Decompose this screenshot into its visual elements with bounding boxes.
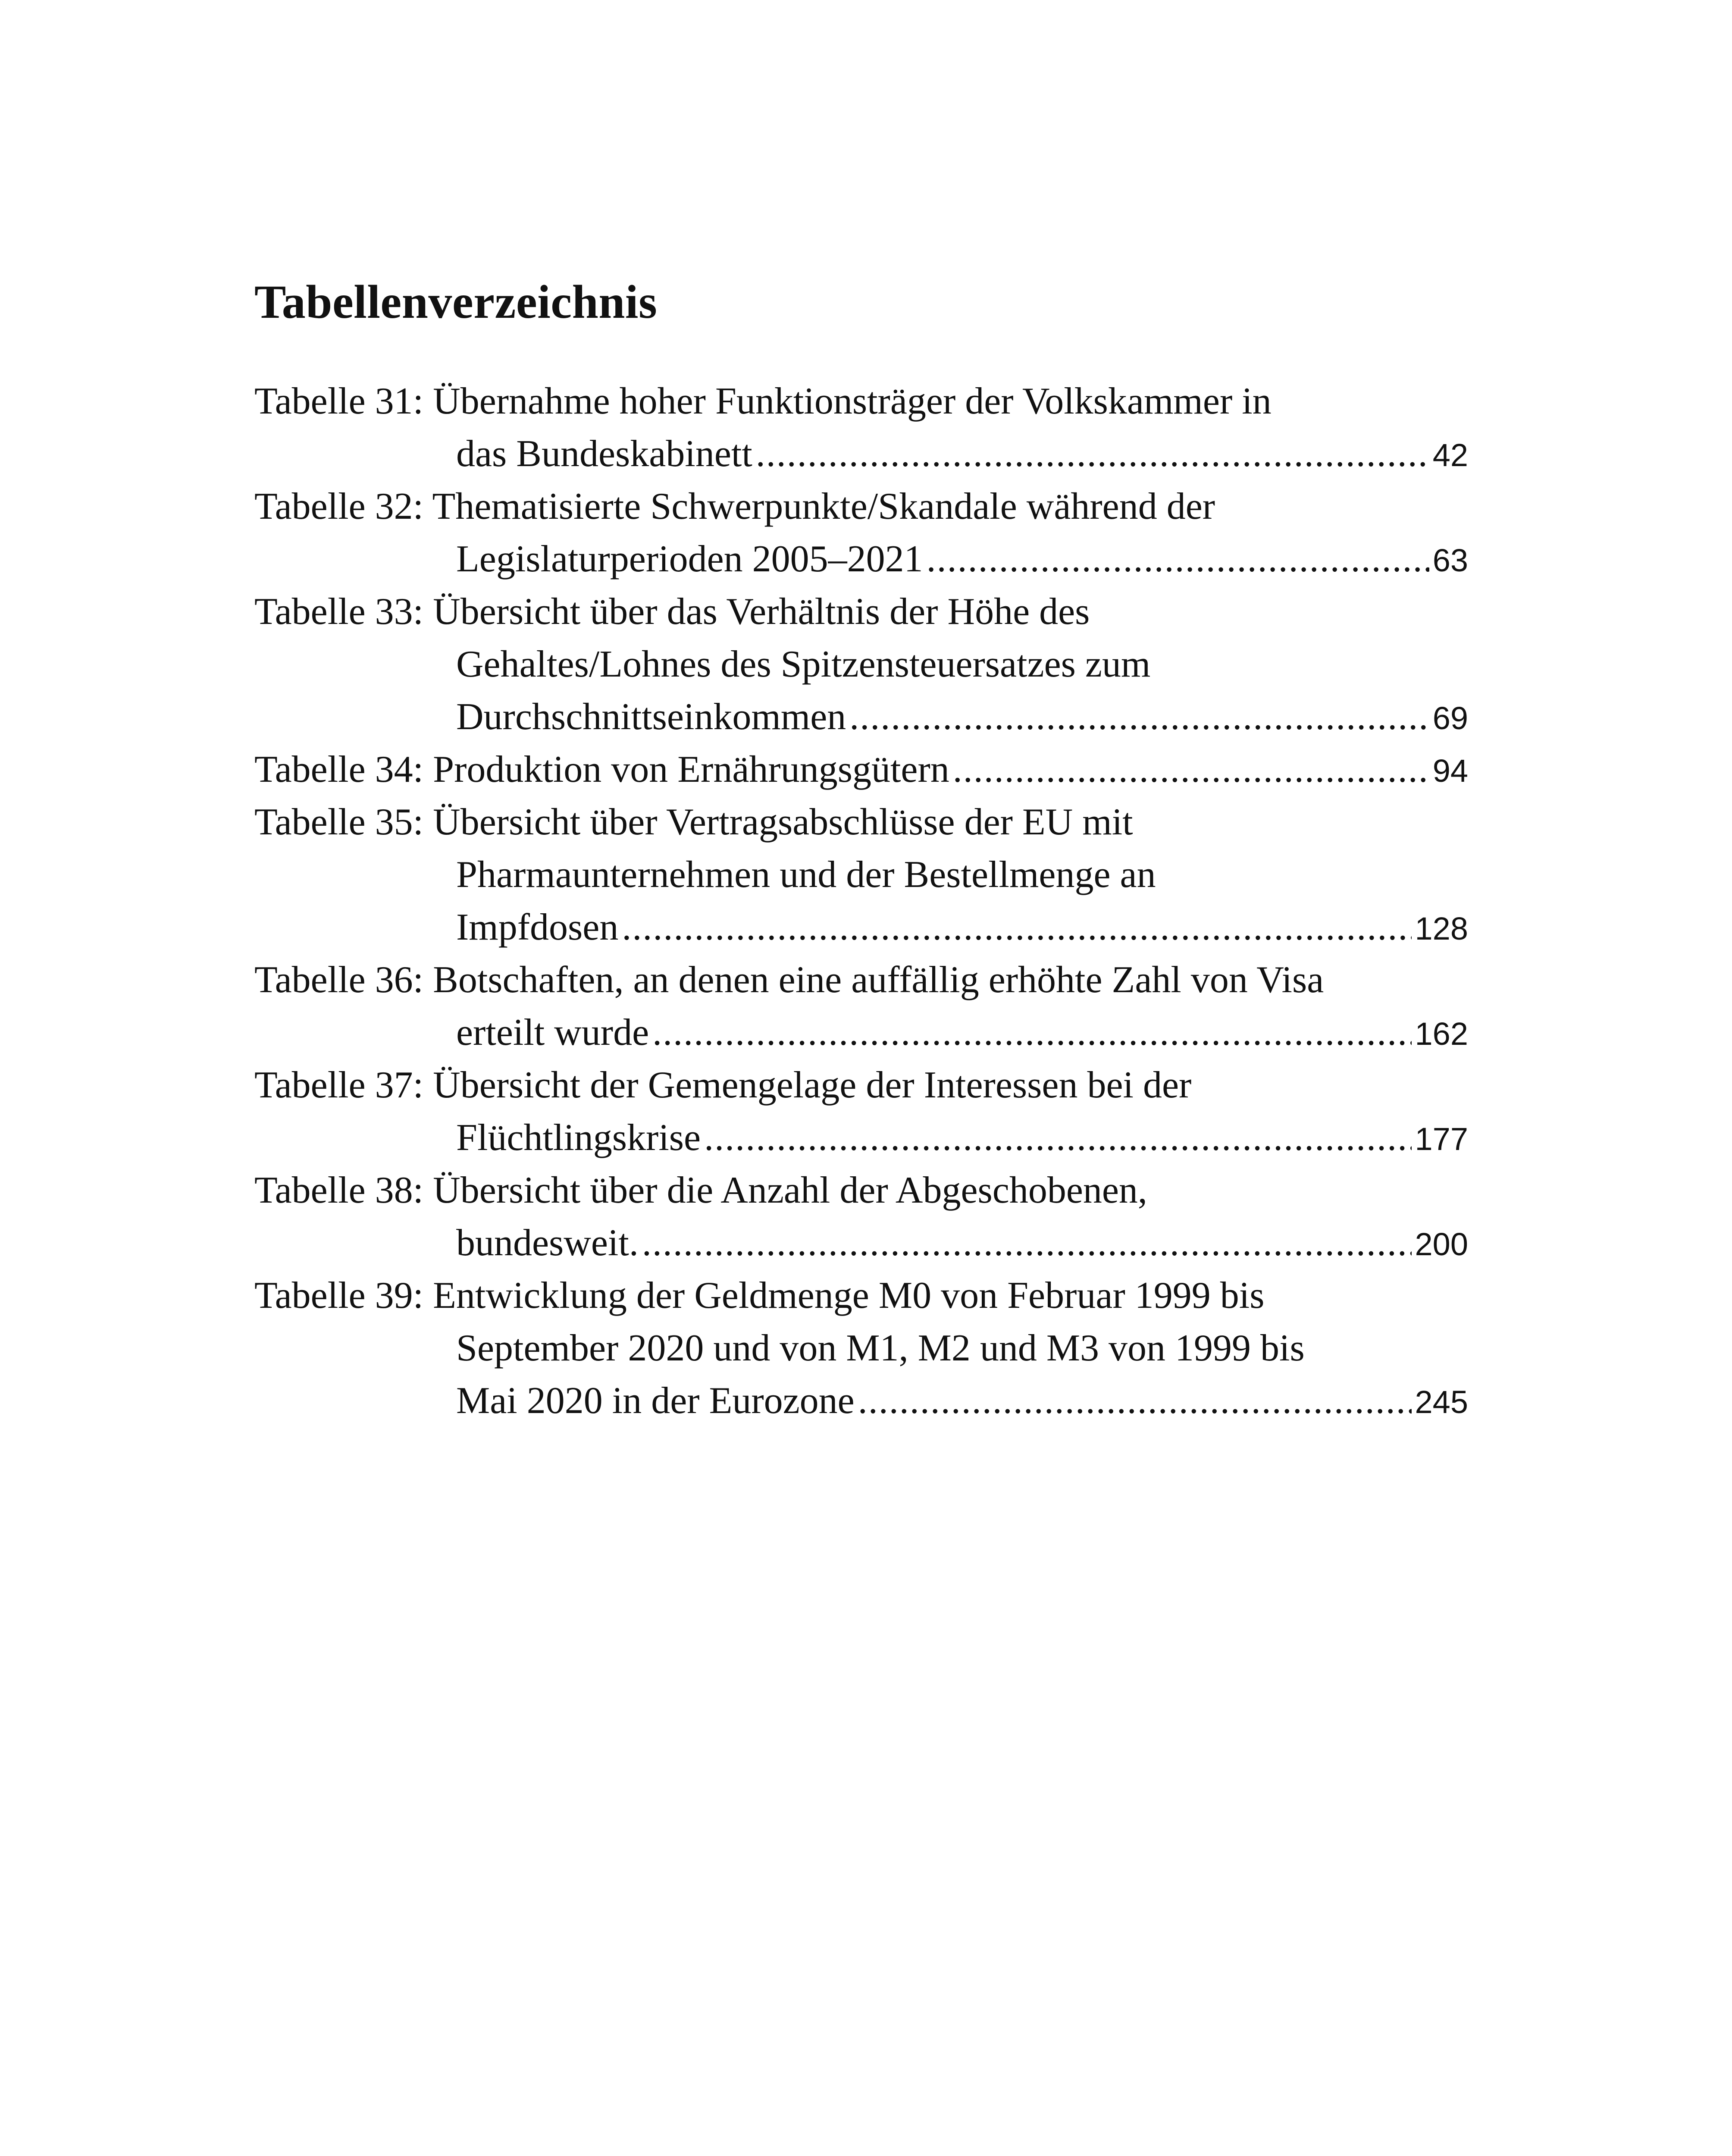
toc-entry-title-line: Übersicht über die Anzahl der Abgeschobenen, bbox=[433, 1169, 1147, 1211]
dot-leader bbox=[622, 901, 1411, 954]
toc-entry-line bbox=[254, 954, 1468, 1006]
toc-entry-line bbox=[254, 796, 1468, 849]
toc-entry-text bbox=[456, 1006, 649, 1059]
toc-entry-label: Tabelle 31: bbox=[254, 380, 433, 422]
toc-entry-label: Tabelle 38: bbox=[254, 1169, 433, 1211]
toc-entry-text bbox=[456, 901, 618, 954]
toc-entry-line bbox=[456, 1006, 1468, 1059]
toc-entry-line bbox=[456, 428, 1468, 480]
toc-entry-title-line: Mai 2020 in der Eurozone bbox=[456, 1380, 855, 1422]
toc-entry-title-line: erteilt wurde bbox=[456, 1012, 649, 1053]
toc-entry bbox=[254, 954, 1468, 1059]
toc-entry-title-line: Übernahme hoher Funktionsträger der Volkskammer in bbox=[433, 380, 1272, 422]
toc-entry-title-line: bundesweit. bbox=[456, 1222, 639, 1264]
toc-entry-label: Tabelle 37: bbox=[254, 1064, 433, 1106]
toc-entry-text bbox=[456, 1217, 639, 1269]
dot-leader bbox=[849, 691, 1429, 743]
dot-leader bbox=[652, 1006, 1411, 1059]
toc-entry-line bbox=[254, 586, 1468, 638]
toc-entry-label: Tabelle 39: bbox=[254, 1275, 433, 1316]
toc-entry-line bbox=[456, 533, 1468, 586]
toc-entry-line bbox=[456, 691, 1468, 743]
toc-entry-line bbox=[254, 1164, 1468, 1217]
toc-entry bbox=[254, 586, 1468, 743]
dot-leader bbox=[704, 1112, 1411, 1164]
page-title: Tabellenverzeichnis bbox=[254, 276, 658, 328]
toc-entry-line bbox=[254, 743, 1468, 796]
toc-entry-line bbox=[456, 901, 1468, 954]
toc-entry-text bbox=[456, 691, 846, 743]
toc-entry bbox=[254, 1164, 1468, 1269]
toc-entry-label: Tabelle 35: bbox=[254, 801, 433, 843]
toc-page-number: 94 bbox=[1432, 753, 1468, 789]
toc-entry-label: Tabelle 32: bbox=[254, 486, 432, 527]
toc-entry-line bbox=[456, 1217, 1468, 1269]
toc-entry-title-line: Gehaltes/Lohnes des Spitzensteuersatzes zum bbox=[456, 643, 1151, 685]
toc-entry-title-line: Durchschnittseinkommen bbox=[456, 696, 846, 738]
toc-entry-text bbox=[456, 1112, 701, 1164]
dot-leader bbox=[953, 743, 1429, 796]
toc-entry-title-line: Produktion von Ernährungsgütern bbox=[433, 749, 949, 790]
toc-entry-label: Tabelle 36: bbox=[254, 959, 433, 1001]
toc-page-number: 245 bbox=[1415, 1384, 1468, 1420]
toc-entry bbox=[254, 1059, 1468, 1164]
toc-entry-title-line: Übersicht über das Verhältnis der Höhe des bbox=[433, 591, 1090, 633]
toc-page-number: 63 bbox=[1432, 542, 1468, 578]
toc-entry-line bbox=[456, 1375, 1468, 1427]
toc-page-number: 162 bbox=[1415, 1016, 1468, 1052]
toc-entry-text bbox=[456, 1375, 855, 1427]
toc-entry-line bbox=[254, 1059, 1468, 1112]
dot-leader bbox=[858, 1375, 1412, 1427]
toc-entry-line bbox=[456, 1322, 1468, 1375]
toc-entry bbox=[254, 375, 1468, 480]
toc-entry-line bbox=[254, 480, 1468, 533]
toc-entry bbox=[254, 1269, 1468, 1427]
toc-entry-title-line: Botschaften, an denen eine auffällig erhöhte Zahl von Visa bbox=[433, 959, 1324, 1001]
dot-leader bbox=[642, 1217, 1412, 1269]
toc-entry-line bbox=[254, 1269, 1468, 1322]
toc-entry-title-line: September 2020 und von M1, M2 und M3 von 1999 bis bbox=[456, 1327, 1305, 1369]
toc-entry-line bbox=[456, 638, 1468, 691]
toc-page-number: 177 bbox=[1415, 1121, 1468, 1157]
toc-page-number: 128 bbox=[1415, 911, 1468, 946]
toc-entry-text bbox=[456, 533, 923, 586]
toc-page-number: 42 bbox=[1432, 437, 1468, 473]
toc-entry-line bbox=[456, 849, 1468, 901]
toc-entry-title-line: Übersicht der Gemengelage der Interessen bei der bbox=[433, 1064, 1192, 1106]
toc-entry-text bbox=[254, 743, 949, 796]
toc-entry-title-line: das Bundeskabinett bbox=[456, 433, 752, 475]
toc-entry-title-line: Flüchtlingskrise bbox=[456, 1117, 701, 1159]
toc-entry-title-line: Übersicht über Vertragsabschlüsse der EU mit bbox=[433, 801, 1133, 843]
toc-entry-title-line: Impfdosen bbox=[456, 906, 619, 948]
toc-entry-line bbox=[254, 375, 1468, 428]
toc-entry-label: Tabelle 33: bbox=[254, 591, 433, 633]
toc-entry bbox=[254, 480, 1468, 586]
toc-entry-title-line: Entwicklung der Geldmenge M0 von Februar 1999 bis bbox=[433, 1275, 1265, 1316]
toc-entry-line bbox=[456, 1112, 1468, 1164]
toc-page-number: 69 bbox=[1432, 700, 1468, 736]
toc-entry-title-line: Thematisierte Schwerpunkte/Skandale während der bbox=[432, 486, 1215, 527]
toc-entry bbox=[254, 743, 1468, 796]
toc-entry bbox=[254, 796, 1468, 954]
dot-leader bbox=[756, 428, 1429, 480]
toc-entry-label: Tabelle 34: bbox=[254, 749, 433, 790]
toc-entry-text bbox=[456, 428, 752, 480]
toc-entry-title-line: Legislaturperioden 2005–2021 bbox=[456, 538, 923, 580]
dot-leader bbox=[927, 533, 1429, 586]
toc-entry-title-line: Pharmaunternehmen und der Bestellmenge an bbox=[456, 854, 1156, 896]
toc-page-number: 200 bbox=[1415, 1226, 1468, 1262]
table-of-tables bbox=[254, 375, 1468, 1427]
